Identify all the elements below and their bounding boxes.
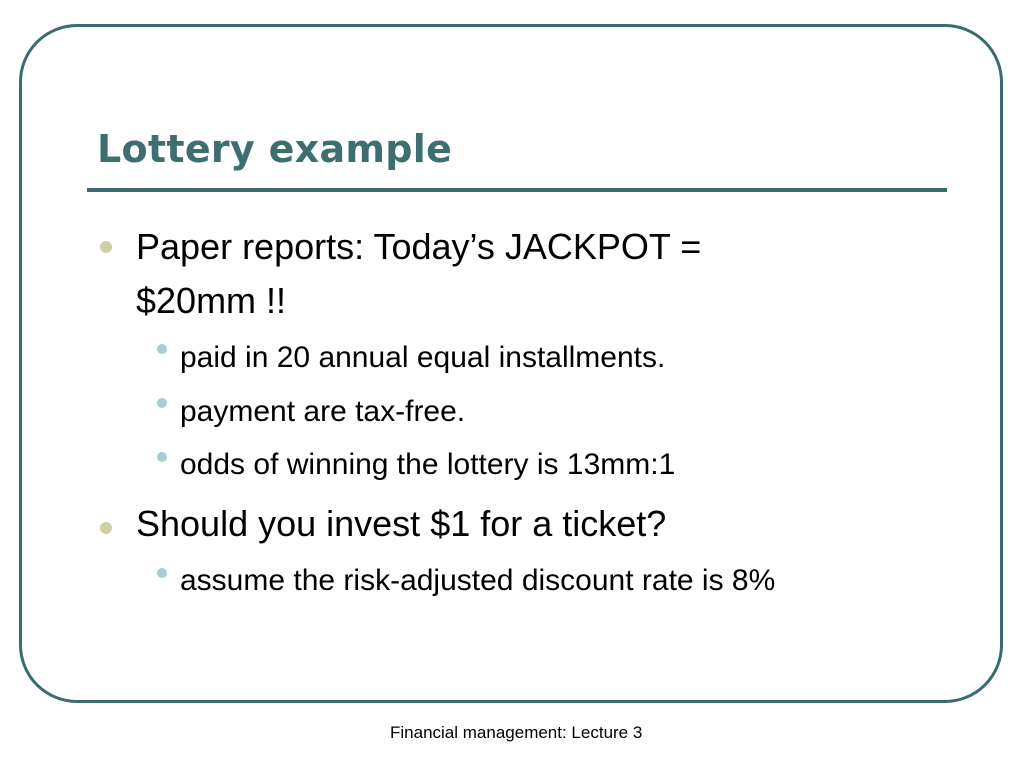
bullet-1-sub-1: paid in 20 annual equal installments.	[180, 341, 666, 374]
bullet-1-sub-2: payment are tax-free.	[180, 395, 466, 428]
bullet-2-sub-1: assume the risk-adjusted discount rate is 8%	[180, 564, 776, 597]
bullet-dot-icon	[100, 522, 112, 534]
slide-title: Lottery example	[97, 127, 453, 171]
bullet-dot-icon	[100, 241, 112, 253]
sub-bullet-dot-icon	[157, 344, 167, 354]
sub-bullet-dot-icon	[157, 452, 167, 462]
sub-bullet-dot-icon	[157, 568, 167, 578]
bullet-1-line-2: $20mm !!	[136, 280, 287, 321]
title-divider	[87, 188, 947, 192]
sub-bullet-dot-icon	[157, 398, 167, 408]
bullet-1-line-1: Paper reports: Today’s JACKPOT =	[136, 226, 702, 267]
bullet-2-line-1: Should you invest $1 for a ticket?	[136, 503, 667, 544]
slide-footer: Financial management: Lecture 3	[390, 723, 643, 742]
bullet-1-sub-3: odds of winning the lottery is 13mm:1	[180, 448, 676, 481]
